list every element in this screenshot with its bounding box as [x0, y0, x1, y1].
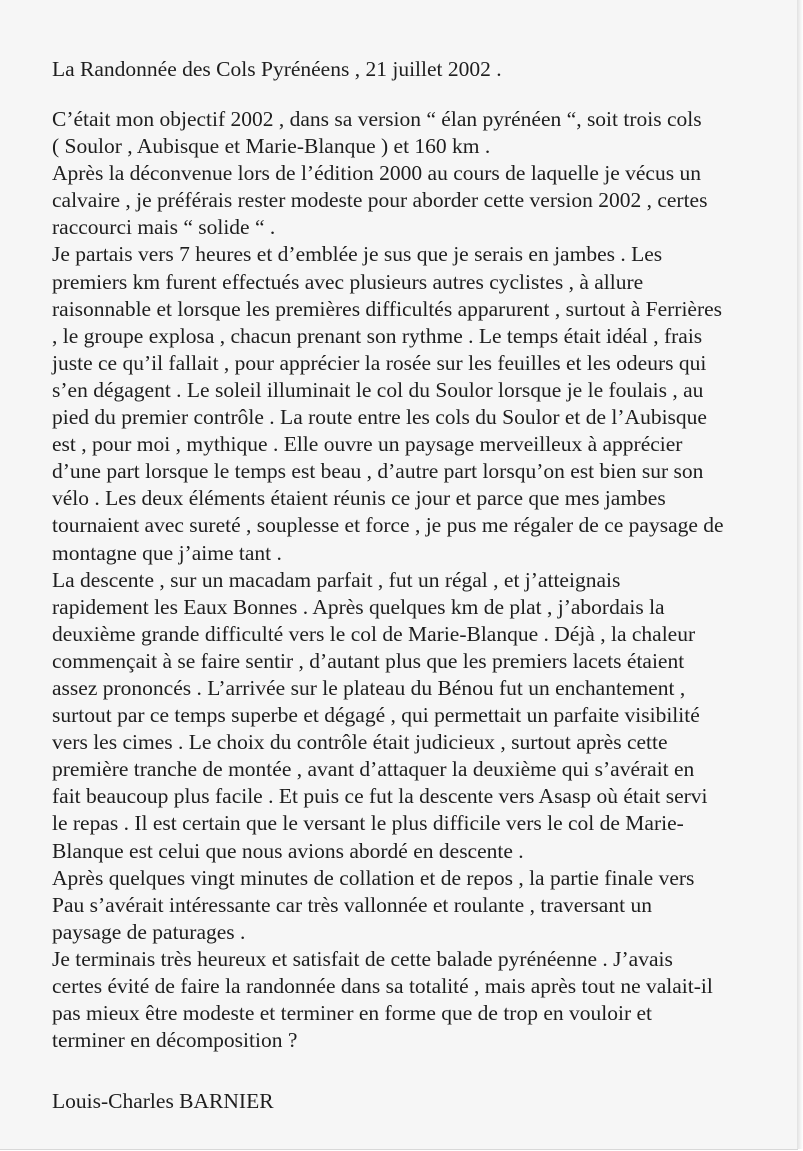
text-line: terminer en décomposition ? [52, 1028, 298, 1053]
text-line: Pau s’avérait intéressante car très vallonnée et roulante , traversant un [52, 892, 652, 917]
text-line: commençait à se faire sentir , d’autant plus que les premiers lacets étaient [52, 648, 685, 673]
text-line: rapidement les Eaux Bonnes . Après quelques km de plat , j’abordais la [52, 594, 665, 619]
text-line: d’une part lorsque le temps est beau , d’autre part lorsqu’on est bien sur son [52, 459, 704, 484]
text-line: paysage de paturages . [52, 919, 246, 944]
text-line: juste ce qu’il fallait , pour apprécier la rosée sur les feuilles et les odeurs qui [52, 350, 707, 375]
author-signature: Louis-Charles BARNIER [52, 1089, 274, 1113]
text-line: surtout par ce temps superbe et dégagé , qui permettait un parfaite visibilité [52, 703, 700, 728]
text-line: vers les cimes . Le choix du contrôle était judicieux , surtout après cette [52, 730, 668, 755]
text-line: ( Soulor , Aubisque et Marie-Blanque ) et 160 km . [52, 134, 491, 159]
text-line: , le groupe explosa , chacun prenant son rythme . Le temps était idéal , frais [52, 323, 703, 348]
text-line: Je partais vers 7 heures et d’emblée je sus que je serais en jambes . Les [52, 242, 663, 267]
text-line: montagne que j’aime tant . [52, 540, 282, 565]
text-line: pas mieux être modeste et terminer en forme que de trop en vouloir et [52, 1001, 652, 1026]
text-line: certes évité de faire la randonnée dans sa totalité , mais après tout ne valait-il [52, 974, 713, 998]
text-line: Blanque est celui que nous avions abordé en descente . [52, 838, 524, 863]
text-line: Je terminais très heureux et satisfait de cette balade pyrénéenne . J’avais [52, 946, 673, 971]
text-line: La descente , sur un macadam parfait , fut un régal , et j’atteignais [52, 567, 621, 592]
text-line: Après la déconvenue lors de l’édition 2000 au cours de laquelle je vécus un [52, 161, 701, 186]
text-line: raccourci mais “ solide “ . [52, 215, 276, 240]
text-line: C’était mon objectif 2002 , dans sa version “ élan pyrénéen “, soit trois cols [52, 107, 702, 131]
text-line: le repas . Il est certain que le versant le plus difficile vers le col de Marie- [52, 811, 684, 836]
text-line: pied du premier contrôle . La route entre les cols du Soulor et de l’Aubisque [52, 405, 707, 430]
text-line: assez prononcés . L’arrivée sur le plateau du Bénou fut un enchantement , [52, 675, 686, 700]
text-line: calvaire , je préférais rester modeste pour aborder cette version 2002 , certes [52, 188, 708, 213]
text-line: raisonnable et lorsque les premières difficultés apparurent , surtout à Ferrières [52, 296, 723, 321]
text-line: tournaient avec sureté , souplesse et force , je pus me régaler de ce paysage de [52, 513, 724, 538]
document-title: La Randonnée des Cols Pyrénéens , 21 juillet 2002 . [52, 57, 502, 81]
text-line: s’en dégagent . Le soleil illuminait le col du Soulor lorsque je le foulais , au [52, 377, 704, 402]
text-line: deuxième grande difficulté vers le col de Marie-Blanque . Déjà , la chaleur [52, 621, 696, 646]
text-line: première tranche de montée , avant d’attaquer la deuxième qui s’avérait en [52, 757, 695, 782]
text-line: premiers km furent effectués avec plusieurs autres cyclistes , à allure [52, 269, 644, 294]
document-body [52, 106, 772, 1054]
text-line: Après quelques vingt minutes de collation et de repos , la partie finale vers [52, 865, 695, 890]
text-line: fait beaucoup plus facile . Et puis ce fut la descente vers Asasp où était servi [52, 784, 708, 809]
text-line: vélo . Les deux éléments étaient réunis ce jour et parce que mes jambes [52, 486, 666, 511]
text-line: est , pour moi , mythique . Elle ouvre un paysage merveilleux à apprécier [52, 432, 683, 457]
